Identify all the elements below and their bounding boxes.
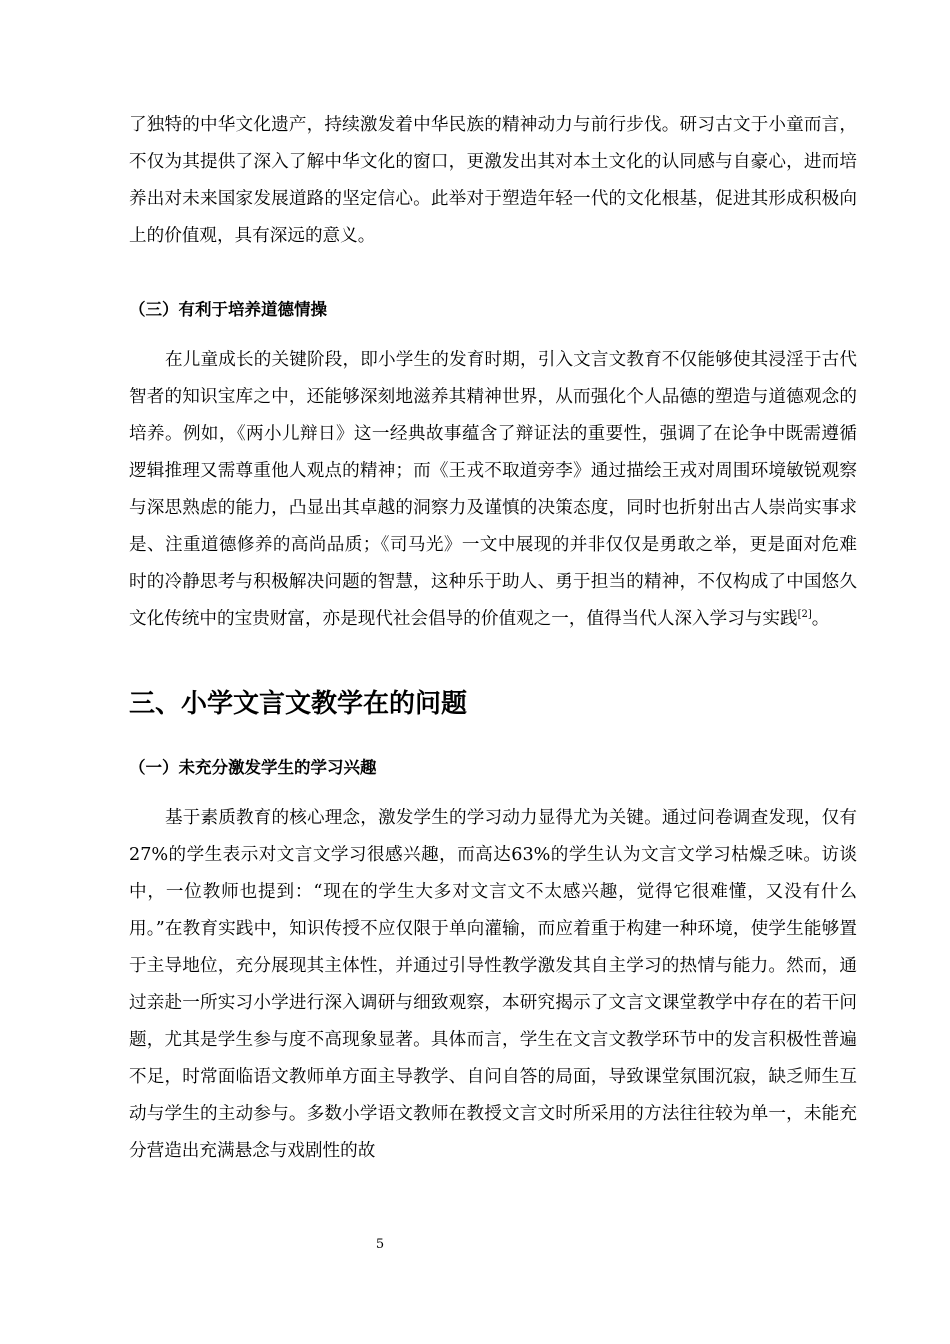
body-paragraph-moral-end: 。 bbox=[811, 609, 830, 629]
body-paragraph-interest: 基于素质教育的核心理念，激发学生的学习动力显得尤为关键。通过问卷调查发现，仅有27%的学生表示对文言文学习很感兴趣，而高达63%的学生认为文言文学习枯燥乏味。访谈中，一位教师也提到：“现在的学生大多对文言文不太感兴趣，觉得它很难懂，又没有什么用。”在教育实践中，知识传授不应仅限于单向灌输，而应着重于构建一种环境，使学生能够置于主导地位，充分展现其主体性，并通过引导性教学激发其自主学习的热情与能力。然而，通过亲赴一所实习小学进行深入调研与细致观察，本研究揭示了文言文课堂教学中存在的若干问题，尤其是学生参与度不高现象显著。具体而言，学生在文言文教学环节中的发言积极性普遍不足，时常面临语文教师单方面主导教学、自问自答的局面，导致课堂氛围沉寂，缺乏师生互动与学生的主动参与。多数小学语文教师在教授文言文时所采用的方法往往较为单一，未能充分营造出充满悬念与戏剧性的故 bbox=[129, 808, 857, 1161]
page-content bbox=[129, 107, 857, 1170]
page-number: 5 bbox=[375, 1237, 385, 1252]
body-paragraph-continued: 了独特的中华文化遗产，持续激发着中华民族的精神动力与前行步伐。研习古文于小童而言，不仅为其提供了深入了解中华文化的窗口，更激发出其对本土文化的认同感与自豪心，进而培养出对未来国家发展道路的坚定信心。此举对于塑造年轻一代的文化根基，促进其形成积极向上的价值观，具有深远的意义。 bbox=[129, 115, 857, 246]
citation-reference: [2] bbox=[797, 609, 812, 621]
section-title: 三、小学文言文教学在的问题 bbox=[129, 689, 468, 719]
body-paragraph-moral-text: 在儿童成长的关键阶段，即小学生的发育时期，引入文言文教育不仅能够使其浸淫于古代智者的知识宝库之中，还能够深刻地滋养其精神世界，从而强化个人品德的塑造与道德观念的培养。例如，《两小儿辩日》这一经典故事蕴含了辩证法的重要性，强调了在论争中既需遵循逻辑推理又需尊重他人观点的精神；而《王戎不取道旁李》通过描绘王戎对周围环境敏锐观察与深思熟虑的能力，凸显出其卓越的洞察力及谨慎的决策态度，同时也折射出古人崇尚实事求是、注重道德修养的高尚品质；《司马光》一文中展现的并非仅仅是勇敢之举，更是面对危难时的冷静思考与积极解决问题的智慧，这种乐于助人、勇于担当的精神，不仅构成了中国悠久文化传统中的宝贵财富，亦是现代社会倡导的价值观之一，值得当代人深入学习与实践 bbox=[129, 350, 857, 629]
body-paragraph-moral bbox=[129, 342, 857, 638]
subheading-learning-interest: （一）未充分激发学生的学习兴趣 bbox=[129, 758, 377, 777]
subheading-moral-cultivation: （三）有利于培养道德情操 bbox=[129, 300, 327, 319]
